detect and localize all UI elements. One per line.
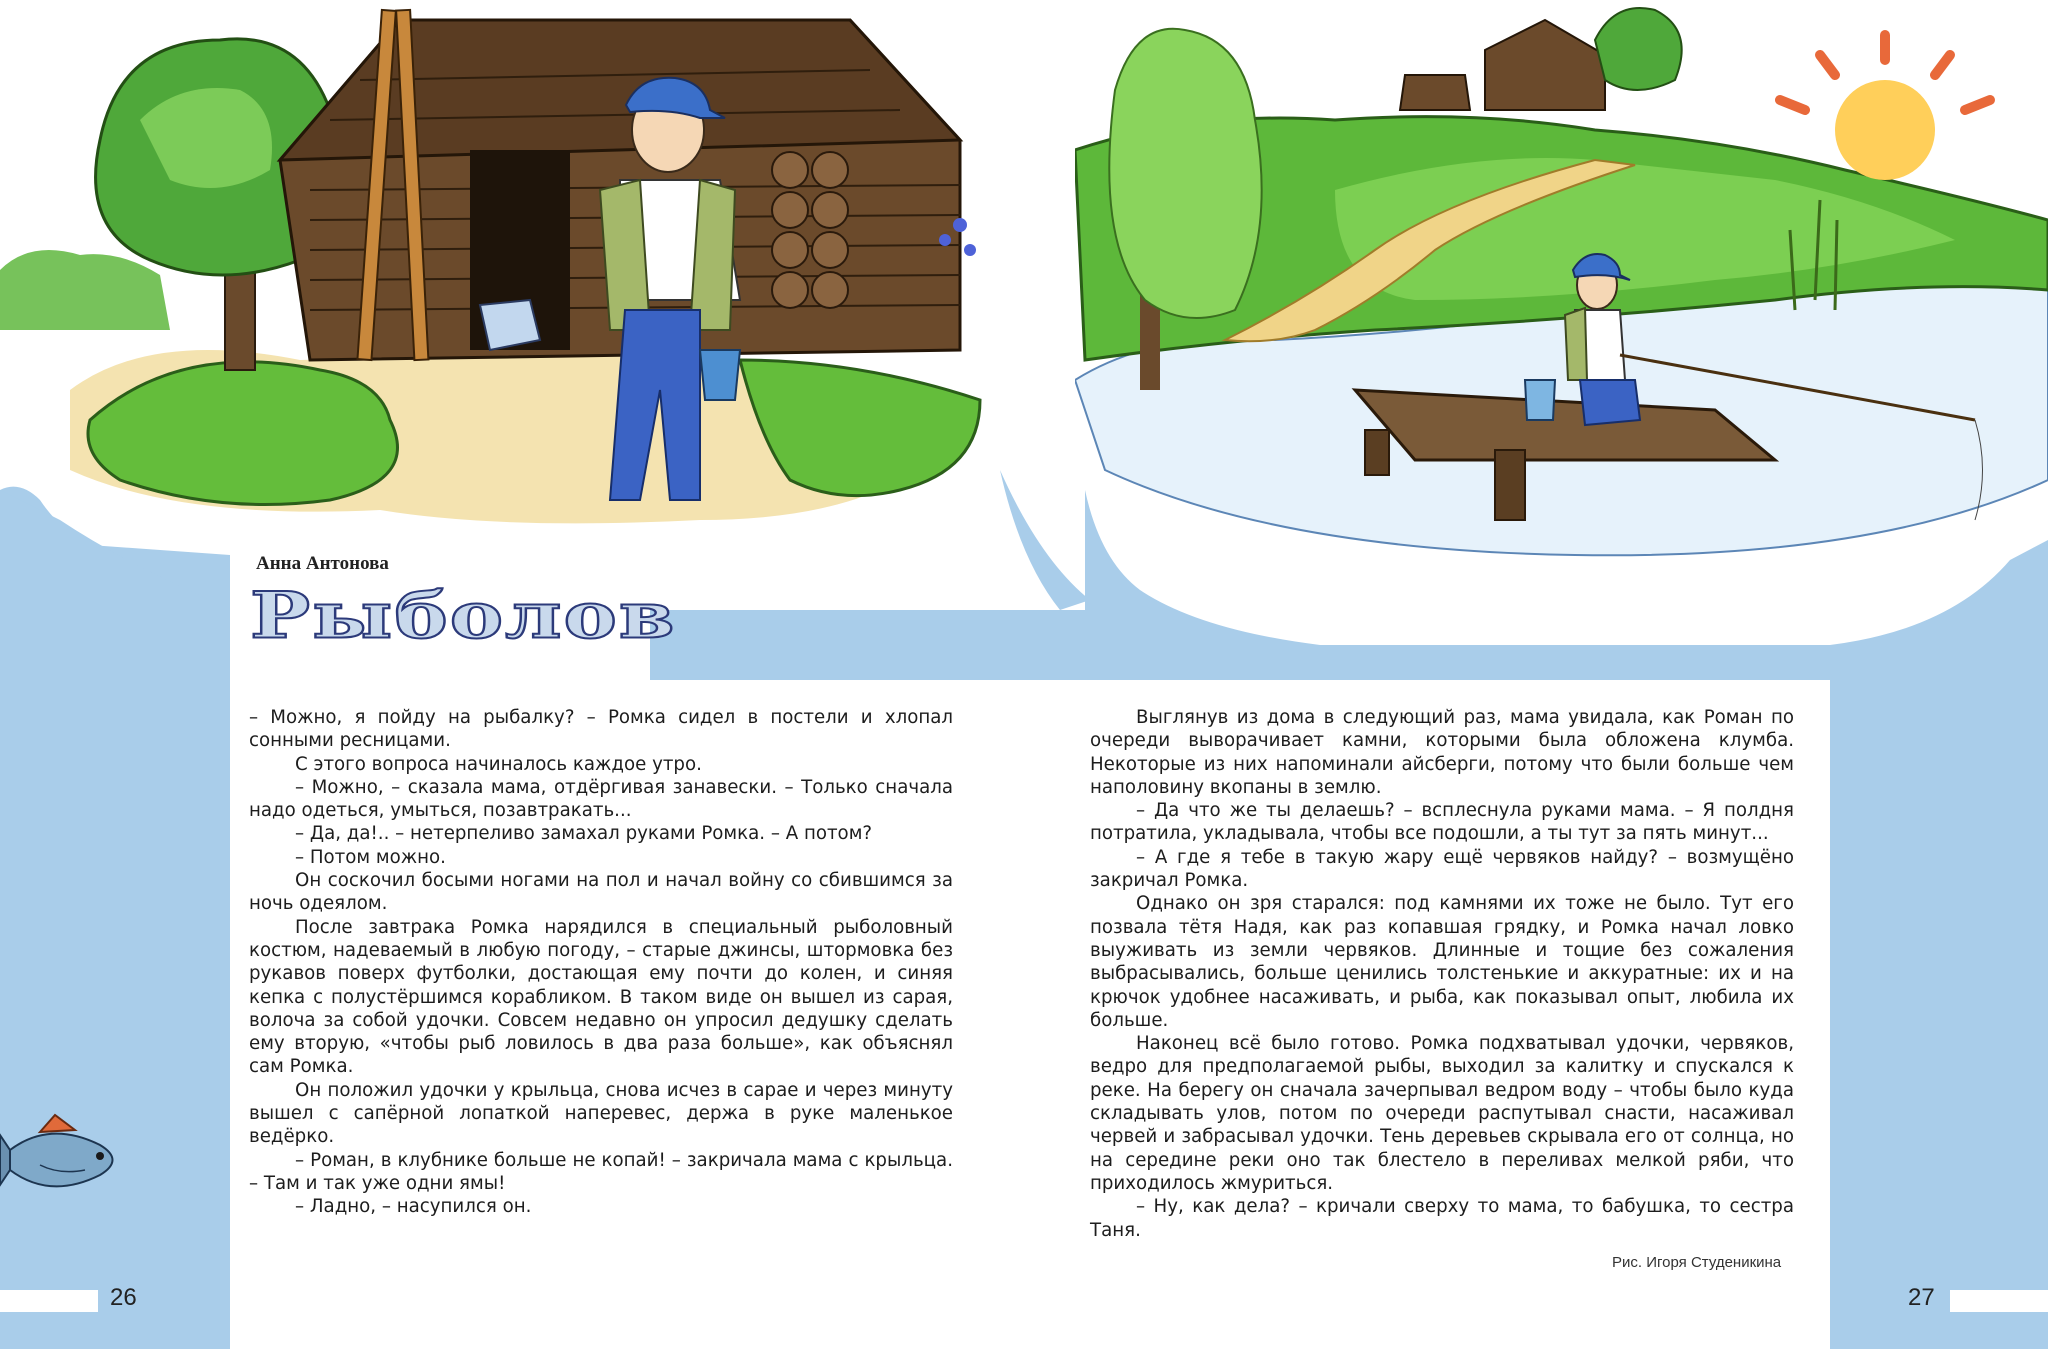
paragraph: – Потом можно. (295, 846, 446, 868)
fish-illustration (0, 1110, 130, 1210)
article-title: Рыболов (250, 577, 677, 653)
paragraph: – Ладно, – насупился он. (295, 1196, 532, 1218)
illustration-credit: Рис. Игоря Студеникина (1612, 1254, 1782, 1271)
paragraph: С этого вопроса начиналось каждое утро. (295, 753, 702, 775)
page-number-left: 26 (110, 1284, 137, 1311)
paragraph: – Ну, как дела? – кричали сверху то мама, то бабушка, то сестра Таня. (1090, 1196, 1794, 1241)
story-column-right (1090, 706, 1794, 1242)
page-number-bar (0, 1290, 98, 1312)
paragraph: После завтрака Ромка нарядился в специальный рыболовный костюм, надеваемый в любую погоду, – старые джинсы, штормовка без рукавов поверх футболки, достающая ему почти до колен, и синяя кепка с полустёршимся корабликом. В таком виде он вышел из сарая, волоча за собой удочки. Совсем недавно он упросил дедушку сделать ему вторую, «чтобы рыб ловилось в два раза больше», как объяснял сам Ромка. (249, 916, 953, 1078)
paragraph: – Можно, – сказала мама, отдёргивая занавески. – Только сначала надо одеться, умыться, позавтракать... (249, 776, 953, 822)
illustration-cabin-boy (0, 0, 1000, 540)
paragraph: – А где я тебе в такую жару ещё червяков найду? – возмущёно закричал Ромка. (1090, 846, 1794, 892)
paragraph: Наконец всё было готово. Ромка подхватывал удочки, червяков, ведро для предполагаемой рыбы, выходил за калитку и спускался к реке. На берегу он сначала зачерпывал ведром воду – чтобы было куда складывать улов, потом по очереди распутывал снасти, насаживал червей и забрасывал удочки. Тень деревьев скрывала его от солнца, но на середине реки оно так блестело в переливах мелкой ряби, что приходилось жмуриться. (1090, 1033, 1794, 1194)
paragraph: Он соскочил босыми ногами на пол и начал войну со сбившимся за ночь одеялом. (249, 870, 953, 915)
paragraph: Однако он зря старался: под камнями их тоже не было. Тут его позвала тётя Надя, как раз копавшая грядку, и Ромка начал ловко выуживать из земли червяков. Длинные и тощие без сожаления выбрасывались, больше ценились толстенькие и аккуратные: их и на крючок удобнее насаживать, и рыба, как показывал опыт, любила их больше. (1090, 893, 1794, 1031)
paragraph: – Да что же ты делаешь? – всплеснула руками мама. – Я полдня потратила, укладывала, чтобы все подошли, а ты тут за пять минут... (1090, 800, 1794, 845)
page-number-right: 27 (1908, 1284, 1935, 1311)
page-number-bar (1950, 1290, 2048, 1312)
illustration-fishing-pier (1075, 0, 2048, 560)
paragraph: – Можно, я пойду на рыбалку? – Ромка сидел в постели и хлопал сонными ресницами. (249, 707, 953, 752)
story-column-left (249, 706, 953, 1219)
paragraph: Выглянув из дома в следующий раз, мама увидала, как Роман по очереди выворачивает камни, которыми была обложена клумба. Некоторые из них напоминали айсберги, потому что были больше чем наполовину вкопаны в землю. (1090, 707, 1794, 798)
paragraph: – Да, да!.. – нетерпеливо замахал руками Ромка. – А потом? (295, 823, 873, 845)
paragraph: – Роман, в клубнике больше не копай! – закричала мама с крыльца. – Там и так уже одни ямы! (249, 1149, 953, 1194)
article-author: Анна Антонова (256, 553, 389, 574)
paragraph: Он положил удочки у крыльца, снова исчез в сарае и через минуту вышел с сапёрной лопаткой наперевес, держа в руке маленькое ведёрко. (249, 1079, 953, 1148)
